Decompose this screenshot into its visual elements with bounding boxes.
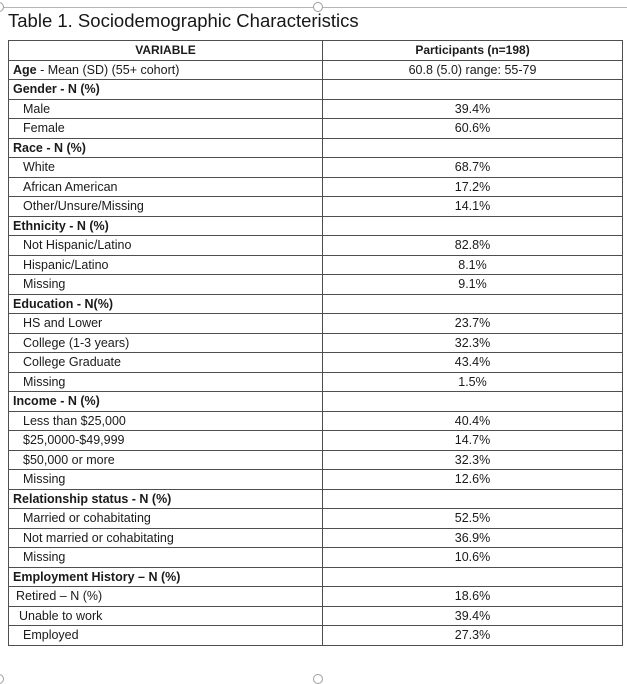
table-row: [9, 606, 623, 626]
value-cell[interactable]: 14.7%: [323, 431, 623, 451]
variable-cell[interactable]: Hispanic/Latino: [9, 255, 323, 275]
table-row: [9, 431, 623, 451]
value-cell[interactable]: [323, 567, 623, 587]
resize-handle-icon[interactable]: [0, 674, 4, 684]
table-row: [9, 353, 623, 373]
variable-cell[interactable]: Married or cohabitating: [9, 509, 323, 529]
value-cell[interactable]: 12.6%: [323, 470, 623, 490]
resize-handle-icon[interactable]: [0, 2, 4, 12]
value-cell[interactable]: 17.2%: [323, 177, 623, 197]
value-cell[interactable]: [323, 80, 623, 100]
value-cell[interactable]: 9.1%: [323, 275, 623, 295]
table-row: [9, 80, 623, 100]
variable-cell[interactable]: Relationship status - N (%): [9, 489, 323, 509]
variable-cell[interactable]: Other/Unsure/Missing: [9, 197, 323, 217]
value-cell[interactable]: [323, 216, 623, 236]
variable-cell[interactable]: Ethnicity - N (%): [9, 216, 323, 236]
table-row: [9, 450, 623, 470]
value-cell[interactable]: 8.1%: [323, 255, 623, 275]
variable-cell[interactable]: Missing: [9, 470, 323, 490]
variable-cell[interactable]: Gender - N (%): [9, 80, 323, 100]
value-cell[interactable]: 1.5%: [323, 372, 623, 392]
table-row: [9, 177, 623, 197]
value-cell[interactable]: 18.6%: [323, 587, 623, 607]
variable-cell[interactable]: $25,0000-$49,999: [9, 431, 323, 451]
table-row: [9, 255, 623, 275]
table-row: [9, 99, 623, 119]
page-title[interactable]: Table 1. Sociodemographic Characteristics: [8, 10, 359, 31]
value-cell[interactable]: 36.9%: [323, 528, 623, 548]
table-row: [9, 567, 623, 587]
value-cell[interactable]: 68.7%: [323, 158, 623, 178]
variable-cell[interactable]: HS and Lower: [9, 314, 323, 334]
variable-cell[interactable]: Missing: [9, 372, 323, 392]
value-cell[interactable]: [323, 294, 623, 314]
variable-cell[interactable]: College (1-3 years): [9, 333, 323, 353]
value-cell[interactable]: 32.3%: [323, 450, 623, 470]
value-cell[interactable]: 40.4%: [323, 411, 623, 431]
variable-cell[interactable]: Less than $25,000: [9, 411, 323, 431]
variable-cell[interactable]: College Graduate: [9, 353, 323, 373]
value-cell[interactable]: 27.3%: [323, 626, 623, 646]
resize-handle-icon[interactable]: [313, 674, 323, 684]
variable-cell[interactable]: African American: [9, 177, 323, 197]
variable-cell[interactable]: Male: [9, 99, 323, 119]
table-row: [9, 294, 623, 314]
variable-cell[interactable]: Employment History – N (%): [9, 567, 323, 587]
table-row: [9, 236, 623, 256]
value-cell[interactable]: 52.5%: [323, 509, 623, 529]
column-header-variable[interactable]: VARIABLE: [9, 41, 323, 61]
value-cell[interactable]: 32.3%: [323, 333, 623, 353]
variable-cell[interactable]: White: [9, 158, 323, 178]
table-row: [9, 314, 623, 334]
table-row: [9, 333, 623, 353]
table-row: [9, 626, 623, 646]
variable-cell[interactable]: Female: [9, 119, 323, 139]
variable-cell[interactable]: Missing: [9, 275, 323, 295]
value-cell[interactable]: 14.1%: [323, 197, 623, 217]
value-cell[interactable]: 39.4%: [323, 606, 623, 626]
variable-cell[interactable]: Not Hispanic/Latino: [9, 236, 323, 256]
table-row: [9, 509, 623, 529]
table-row: [9, 138, 623, 158]
table-row: [9, 158, 623, 178]
variable-cell[interactable]: Income - N (%): [9, 392, 323, 412]
value-cell[interactable]: 60.8 (5.0) range: 55-79: [323, 60, 623, 80]
table-row: [9, 587, 623, 607]
table-row: [9, 392, 623, 412]
value-cell[interactable]: 82.8%: [323, 236, 623, 256]
table-row: [9, 197, 623, 217]
table-row: [9, 372, 623, 392]
variable-cell[interactable]: Employed: [9, 626, 323, 646]
variable-cell[interactable]: Not married or cohabitating: [9, 528, 323, 548]
value-cell[interactable]: 43.4%: [323, 353, 623, 373]
table-header-row: [9, 41, 623, 61]
table-body: [9, 60, 623, 645]
value-cell[interactable]: [323, 138, 623, 158]
variable-cell[interactable]: Unable to work: [9, 606, 323, 626]
table-row: [9, 275, 623, 295]
value-cell[interactable]: [323, 392, 623, 412]
variable-cell[interactable]: $50,000 or more: [9, 450, 323, 470]
variable-cell[interactable]: Education - N(%): [9, 294, 323, 314]
value-cell[interactable]: 39.4%: [323, 99, 623, 119]
variable-cell[interactable]: Retired – N (%): [9, 587, 323, 607]
value-cell[interactable]: 60.6%: [323, 119, 623, 139]
value-cell[interactable]: 10.6%: [323, 548, 623, 568]
variable-cell[interactable]: Race - N (%): [9, 138, 323, 158]
table-row: [9, 411, 623, 431]
table-row: [9, 489, 623, 509]
table-row: [9, 470, 623, 490]
value-cell[interactable]: 23.7%: [323, 314, 623, 334]
table-row: [9, 119, 623, 139]
table-row: [9, 216, 623, 236]
table-row: [9, 60, 623, 80]
variable-cell[interactable]: Missing: [9, 548, 323, 568]
table-row: [9, 528, 623, 548]
value-cell[interactable]: [323, 489, 623, 509]
sociodemographic-table: [8, 40, 623, 646]
variable-cell[interactable]: Age - Mean (SD) (55+ cohort): [9, 60, 323, 80]
column-header-participants[interactable]: Participants (n=198): [323, 41, 623, 61]
table-row: [9, 548, 623, 568]
